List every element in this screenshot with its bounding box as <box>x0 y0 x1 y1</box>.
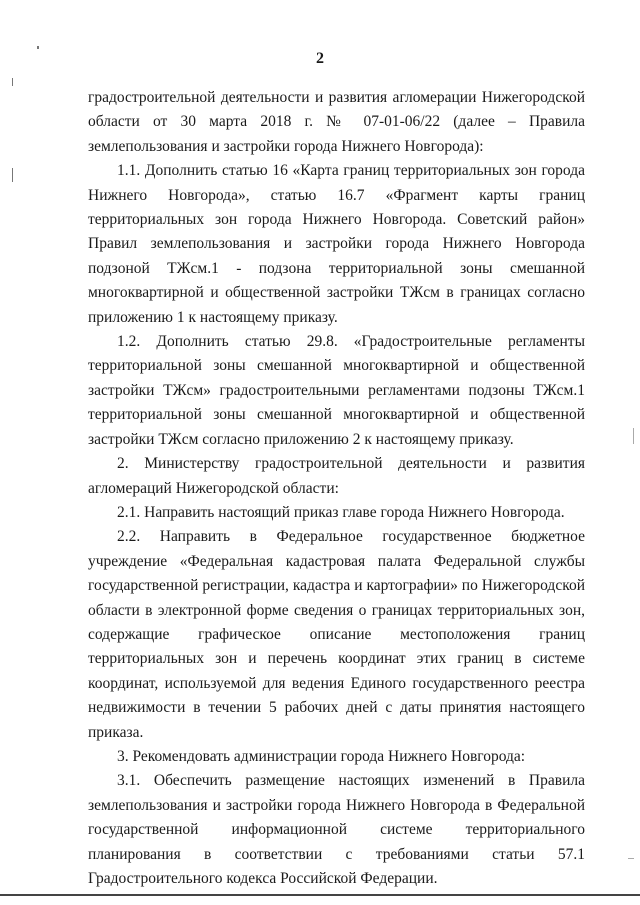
scan-mark-left-2 <box>37 46 39 49</box>
scan-mark-left-1 <box>12 168 13 182</box>
paragraph-2-1: 2.1. Направить настоящий приказ главе города Нижнего Новгорода. <box>117 503 565 521</box>
page-number: 2 <box>316 50 324 67</box>
paragraph-2-2: 2.2. Направить в Федеральное государственное бюджетное учреждение «Федеральная кадастровая палата Федеральной службы государственной регистрации, кадастра и картографии» по Нижегородской области в электронной форме сведения о границах территориальных зон, содержащие графическое описание местоположения границ территориальных зон и перечень координат этих границ в системе координат, используемой для ведения Единого государственного реестра недвижимости в течении 5 рабочих дней с даты принятия настоящего приказа. <box>88 528 585 741</box>
paragraph-1-1: 1.1. Дополнить статью 16 «Карта границ территориальных зон города Нижнего Новгорода», статью 16.7 «Фрагмент карты границ территориальных зон города Нижнего Новгорода. Советский район» Правил землепользования и застройки города Нижнего Новгорода подзоной ТЖсм.1 - подзона территориальной зоны смешанной многоквартирной и общественной застройки ТЖсм в границах согласно приложению 1 к настоящему приказу. <box>88 162 585 326</box>
paragraph-3: 3. Рекомендовать администрации города Нижнего Новгорода: <box>117 747 526 765</box>
scan-mark-left-3 <box>12 78 13 86</box>
paragraph-1: градостроительной деятельности и развития агломерации Нижегородской области от 30 марта 2018 г. № 07-01-06/22 (далее – Правила землепользования и застройки города Нижнего Новгорода): <box>88 89 585 155</box>
paragraph-1-2: 1.2. Дополнить статью 29.8. «Градостроительные регламенты территориальной зоны смешанной многоквартирной и общественной застройки ТЖсм» градостроительными регламентами подзоны ТЖсм.1 территориальной зоны смешанной многоквартирной и общественной застройки ТЖсм согласно приложению 2 к настоящему приказу. <box>88 333 585 448</box>
scan-mark-right-2 <box>628 858 634 859</box>
paragraph-3-1: 3.1. Обеспечить размещение настоящих изменений в Правила землепользования и застройки города Нижнего Новгорода в Федеральной государственной информационной системе территориального планирования в соответствии с требованиями статьи 57.1 Градостроительного кодекса Российской Федерации. <box>88 772 585 887</box>
document-body <box>88 86 585 891</box>
scan-mark-right-1 <box>633 428 634 444</box>
paragraph-2: 2. Министерству градостроительной деятельности и развития агломераций Нижегородской области: <box>88 455 585 497</box>
bottom-scan-edge <box>0 894 640 896</box>
